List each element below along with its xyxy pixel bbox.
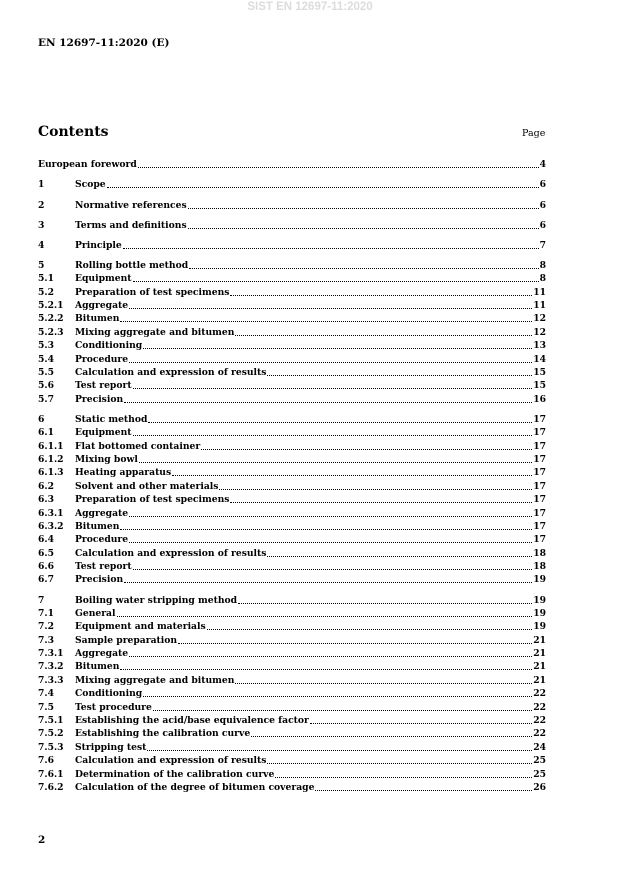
toc-dot-leader	[129, 541, 532, 543]
toc-entry-page: 7	[539, 239, 546, 251]
page-column-label: Page	[522, 128, 546, 139]
toc-dot-leader	[188, 227, 539, 229]
contents-title: Contents	[38, 124, 109, 140]
toc-entry-page: 17	[533, 520, 546, 532]
toc-dot-leader	[120, 320, 532, 322]
toc-entry-title: Flat bottomed container	[75, 440, 201, 452]
toc-entry[interactable]	[38, 659, 546, 672]
toc-entry-number: 5.3	[38, 340, 54, 352]
toc-entry-title: Aggregate	[75, 299, 129, 311]
toc-dot-leader	[238, 602, 532, 604]
toc-entry[interactable]	[38, 425, 546, 438]
toc-entry-page: 13	[533, 340, 546, 352]
toc-entry-page: 17	[533, 440, 546, 452]
toc-entry-title: Calculation and expression of results	[75, 547, 267, 559]
toc-entry-title: Procedure	[75, 353, 129, 365]
toc-entry-title: Aggregate	[75, 507, 129, 519]
toc-entry[interactable]	[38, 726, 546, 739]
toc-dot-leader	[275, 776, 532, 778]
toc-entry-number: 7.5	[38, 701, 54, 713]
toc-entry[interactable]	[38, 391, 546, 404]
toc-dot-leader	[123, 247, 539, 249]
toc-dot-leader	[124, 401, 532, 403]
toc-entry-number: 6.1.3	[38, 467, 64, 479]
toc-dot-leader	[139, 461, 532, 463]
toc-entry[interactable]	[38, 452, 546, 465]
toc-entry-number: 7.2	[38, 621, 54, 633]
toc-entry-number: 7.5.3	[38, 741, 64, 753]
toc-dot-leader	[133, 434, 533, 436]
toc-entry-number: 2	[38, 199, 45, 211]
toc-entry-title: Calculation and expression of results	[75, 755, 267, 767]
toc-entry-number: 6.7	[38, 574, 54, 586]
toc-entry-page: 21	[533, 648, 546, 660]
toc-dot-leader	[267, 555, 532, 557]
toc-dot-leader	[267, 762, 532, 764]
toc-entry-title: Equipment	[75, 427, 132, 439]
toc-dot-leader	[235, 682, 532, 684]
toc-entry[interactable]	[38, 271, 546, 284]
toc-entry-title: Principle	[75, 239, 122, 251]
toc-entry-number: 5.2.3	[38, 326, 64, 338]
toc-entry-title: Establishing the calibration curve	[75, 728, 251, 740]
toc-entry[interactable]	[38, 365, 546, 378]
toc-entry-number: 7.6	[38, 755, 54, 767]
toc-entry[interactable]	[38, 505, 546, 518]
toc-dot-leader	[201, 448, 532, 450]
toc-entry[interactable]	[38, 284, 546, 297]
watermark: SIST EN 12697-11:2020	[247, 1, 373, 13]
table-of-contents	[38, 157, 546, 793]
toc-entry-number: 6.1.2	[38, 453, 64, 465]
toc-entry-number: 6	[38, 413, 45, 425]
toc-entry-page: 17	[533, 413, 546, 425]
toc-entry-page: 19	[533, 607, 546, 619]
toc-dot-leader	[124, 581, 532, 583]
toc-entry-number: 5.2.1	[38, 299, 64, 311]
toc-entry[interactable]	[38, 351, 546, 364]
toc-entry-title: Precision	[75, 574, 124, 586]
toc-entry-title: Calculation and expression of results	[75, 366, 267, 378]
toc-entry-page: 19	[533, 574, 546, 586]
toc-dot-leader	[219, 488, 532, 490]
toc-entry-page: 15	[533, 366, 546, 378]
toc-dot-leader	[133, 280, 539, 282]
toc-entry-title: Sample preparation	[75, 634, 178, 646]
toc-entry[interactable]	[38, 739, 546, 752]
toc-dot-leader	[315, 789, 532, 791]
toc-entry[interactable]	[38, 699, 546, 712]
toc-entry[interactable]	[38, 217, 546, 230]
toc-entry-title: Terms and definitions	[75, 219, 187, 231]
toc-entry-title: Preparation of test specimens	[75, 286, 230, 298]
toc-entry-title: Equipment	[75, 273, 132, 285]
toc-entry-number: 6.1.1	[38, 440, 64, 452]
toc-dot-leader	[148, 421, 532, 423]
toc-dot-leader	[207, 628, 533, 630]
toc-entry[interactable]	[38, 197, 546, 210]
toc-entry-title: Solvent and other materials	[75, 480, 219, 492]
toc-entry-title: Equipment and materials	[75, 621, 206, 633]
toc-entry-page: 19	[533, 621, 546, 633]
toc-dot-leader	[153, 709, 532, 711]
toc-dot-leader	[189, 267, 538, 269]
toc-entry-page: 12	[533, 313, 546, 325]
page-number: 2	[38, 834, 46, 846]
toc-entry[interactable]	[38, 672, 546, 685]
toc-entry[interactable]	[38, 438, 546, 451]
toc-entry-title: Preparation of test specimens	[75, 494, 230, 506]
toc-entry[interactable]	[38, 572, 546, 585]
toc-entry-page: 17	[533, 534, 546, 546]
toc-entry-page: 25	[533, 768, 546, 780]
toc-dot-leader	[251, 735, 532, 737]
toc-entry-title: Normative references	[75, 199, 187, 211]
toc-entry-number: 6.3.2	[38, 520, 64, 532]
toc-entry-number: 7.3.3	[38, 674, 64, 686]
toc-entry-page: 8	[539, 273, 546, 285]
toc-entry-number: 7.6.1	[38, 768, 64, 780]
toc-entry-page: 22	[533, 728, 546, 740]
toc-entry-number: 1	[38, 179, 45, 191]
toc-entry[interactable]	[38, 646, 546, 659]
toc-entry[interactable]	[38, 378, 546, 391]
toc-entry[interactable]	[38, 177, 546, 190]
toc-entry-title: Conditioning	[75, 340, 143, 352]
toc-entry[interactable]	[38, 713, 546, 726]
toc-entry[interactable]	[38, 311, 546, 324]
toc-entry-page: 12	[533, 326, 546, 338]
toc-entry[interactable]	[38, 545, 546, 558]
toc-entry[interactable]	[38, 519, 546, 532]
toc-dot-leader	[178, 642, 532, 644]
document-id: EN 12697-11:2020 (E)	[38, 37, 170, 49]
toc-entry-title: Determination of the calibration curve	[75, 768, 275, 780]
toc-entry-title: Test report	[75, 380, 132, 392]
toc-entry-number: 6.5	[38, 547, 54, 559]
toc-entry-title: Mixing aggregate and bitumen	[75, 674, 235, 686]
toc-entry-page: 11	[533, 299, 546, 311]
toc-entry-number: 7.1	[38, 607, 54, 619]
toc-entry-title: Static method	[75, 413, 148, 425]
toc-entry-number: 7.5.1	[38, 715, 64, 727]
toc-entry-page: 26	[533, 782, 546, 793]
toc-dot-leader	[120, 528, 532, 530]
toc-entry-title: Test procedure	[75, 701, 152, 713]
toc-entry-title: Establishing the acid/base equivalence factor	[75, 715, 309, 727]
toc-entry[interactable]	[38, 478, 546, 491]
toc-entry[interactable]	[38, 298, 546, 311]
toc-entry-page: 17	[533, 480, 546, 492]
toc-entry[interactable]	[38, 492, 546, 505]
toc-entry-number: 6.3	[38, 494, 54, 506]
toc-entry[interactable]	[38, 753, 546, 766]
toc-entry-page: 25	[533, 755, 546, 767]
toc-entry[interactable]	[38, 411, 546, 424]
toc-entry-page: 22	[533, 701, 546, 713]
toc-entry-page: 17	[533, 467, 546, 479]
toc-entry-number: 7	[38, 594, 45, 606]
toc-dot-leader	[120, 668, 532, 670]
toc-dot-leader	[188, 207, 539, 209]
toc-entry-page: 24	[533, 741, 546, 753]
toc-dot-leader	[310, 722, 532, 724]
toc-entry-title: Mixing aggregate and bitumen	[75, 326, 235, 338]
toc-dot-leader	[129, 361, 532, 363]
toc-entry-title: Precision	[75, 393, 124, 405]
toc-entry[interactable]	[38, 780, 546, 793]
toc-entry-number: 6.6	[38, 561, 54, 573]
toc-dot-leader	[133, 387, 533, 389]
toc-entry-number: 5	[38, 259, 45, 271]
toc-entry-number: 7.3.1	[38, 648, 64, 660]
toc-dot-leader	[133, 568, 533, 570]
toc-entry[interactable]	[38, 592, 546, 605]
toc-entry-number: 6.2	[38, 480, 54, 492]
toc-dot-leader	[129, 307, 532, 309]
toc-dot-leader	[117, 615, 533, 617]
toc-entry[interactable]	[38, 157, 546, 170]
toc-entry-number: 7.4	[38, 688, 54, 700]
toc-entry-number: 5.6	[38, 380, 54, 392]
toc-entry-title: Bitumen	[75, 313, 120, 325]
toc-entry[interactable]	[38, 257, 546, 270]
toc-dot-leader	[147, 749, 532, 751]
toc-entry-page: 19	[533, 594, 546, 606]
toc-entry-title: European foreword	[38, 159, 137, 171]
toc-entry-number: 5.1	[38, 273, 54, 285]
toc-entry-title: Bitumen	[75, 520, 120, 532]
toc-entry-page: 17	[533, 427, 546, 439]
toc-entry-title: General	[75, 607, 116, 619]
toc-entry-number: 3	[38, 219, 45, 231]
toc-dot-leader	[129, 515, 532, 517]
toc-entry-title: Aggregate	[75, 648, 129, 660]
toc-entry-page: 6	[539, 219, 546, 231]
toc-dot-leader	[138, 166, 539, 168]
toc-entry-page: 17	[533, 507, 546, 519]
toc-entry[interactable]	[38, 559, 546, 572]
toc-entry-number: 7.3.2	[38, 661, 64, 673]
toc-entry-page: 22	[533, 715, 546, 727]
toc-entry-page: 21	[533, 634, 546, 646]
toc-entry-page: 11	[533, 286, 546, 298]
toc-entry-title: Calculation of the degree of bitumen coverage	[75, 782, 315, 793]
toc-entry[interactable]	[38, 338, 546, 351]
toc-dot-leader	[267, 374, 532, 376]
toc-entry-number: 7.5.2	[38, 728, 64, 740]
toc-dot-leader	[143, 695, 532, 697]
toc-entry-page: 6	[539, 179, 546, 191]
toc-entry-number: 5.7	[38, 393, 54, 405]
toc-dot-leader	[230, 294, 532, 296]
toc-dot-leader	[230, 501, 532, 503]
toc-entry-page: 18	[533, 547, 546, 559]
toc-entry[interactable]	[38, 465, 546, 478]
toc-entry-title: Rolling bottle method	[75, 259, 189, 271]
toc-entry-title: Stripping test	[75, 741, 147, 753]
toc-entry-number: 6.3.1	[38, 507, 64, 519]
toc-entry[interactable]	[38, 237, 546, 250]
toc-entry-number: 5.4	[38, 353, 54, 365]
toc-entry-title: Mixing bowl	[75, 453, 138, 465]
toc-entry-page: 4	[539, 159, 546, 171]
toc-entry-page: 22	[533, 688, 546, 700]
toc-entry-number: 4	[38, 239, 45, 251]
toc-entry[interactable]	[38, 619, 546, 632]
toc-entry-page: 6	[539, 199, 546, 211]
toc-entry-title: Conditioning	[75, 688, 143, 700]
toc-entry-number: 7.6.2	[38, 782, 64, 793]
toc-dot-leader	[129, 655, 532, 657]
toc-dot-leader	[107, 186, 539, 188]
toc-entry-number: 5.2	[38, 286, 54, 298]
toc-entry-page: 18	[533, 561, 546, 573]
toc-entry-number: 5.5	[38, 366, 54, 378]
toc-entry[interactable]	[38, 632, 546, 645]
toc-dot-leader	[172, 474, 532, 476]
toc-entry-page: 16	[533, 393, 546, 405]
toc-entry-number: 6.1	[38, 427, 54, 439]
toc-entry[interactable]	[38, 766, 546, 779]
toc-entry-title: Procedure	[75, 534, 129, 546]
toc-entry[interactable]	[38, 324, 546, 337]
toc-entry-page: 8	[539, 259, 546, 271]
toc-entry-title: Heating apparatus	[75, 467, 172, 479]
toc-entry-title: Test report	[75, 561, 132, 573]
toc-entry-number: 6.4	[38, 534, 54, 546]
toc-entry-page: 17	[533, 494, 546, 506]
toc-entry[interactable]	[38, 606, 546, 619]
toc-dot-leader	[235, 334, 532, 336]
toc-entry-title: Scope	[75, 179, 106, 191]
toc-entry-title: Boiling water stripping method	[75, 594, 238, 606]
toc-entry-page: 21	[533, 661, 546, 673]
toc-entry-page: 14	[533, 353, 546, 365]
toc-dot-leader	[143, 347, 532, 349]
toc-entry-page: 21	[533, 674, 546, 686]
toc-entry-title: Bitumen	[75, 661, 120, 673]
toc-entry[interactable]	[38, 532, 546, 545]
toc-entry-page: 15	[533, 380, 546, 392]
toc-entry-number: 7.3	[38, 634, 54, 646]
toc-entry-page: 17	[533, 453, 546, 465]
toc-entry[interactable]	[38, 686, 546, 699]
toc-entry-number: 5.2.2	[38, 313, 64, 325]
